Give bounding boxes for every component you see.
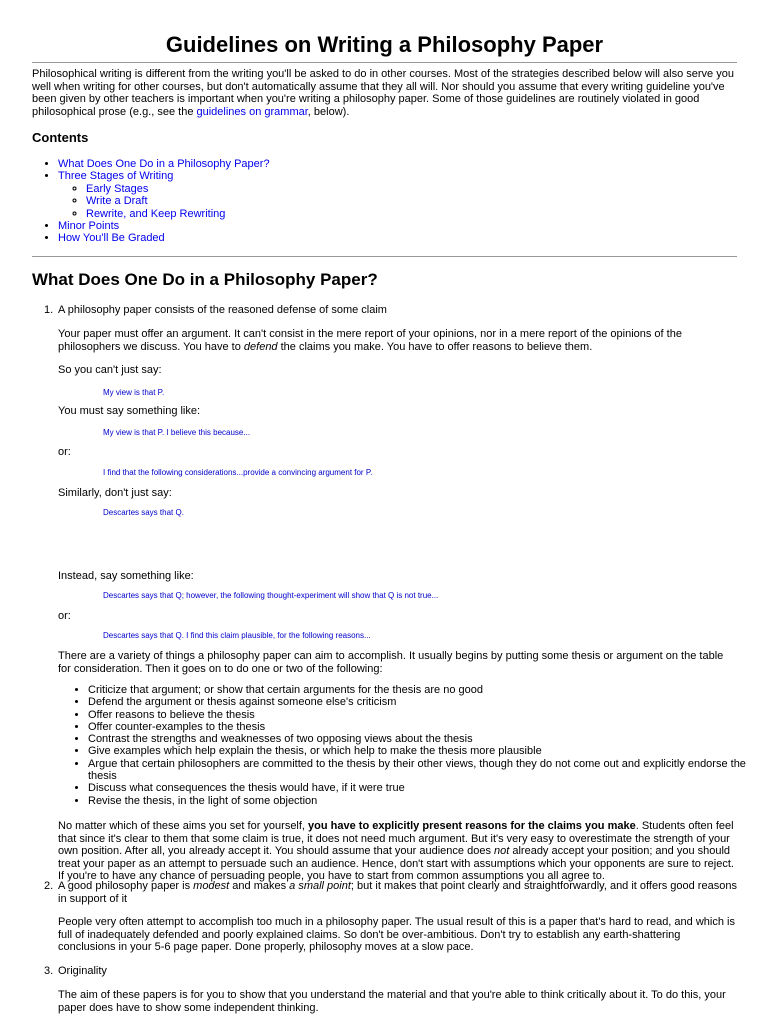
paragraph: Your paper must offer an argument. It can't consist in the mere report of your opinions, nor in a mere report of the opinions of the philosophers we discuss. You have to defend the claims you make. You have to offer reasons to believe them. (58, 328, 682, 353)
page-title: Guidelines on Writing a Philosophy Paper (165, 32, 604, 57)
item-number: 2. (44, 880, 54, 892)
list-item: • Contrast the strengths and weaknesses of two opposing views about the thesis (88, 733, 748, 745)
grammar-guidelines-link[interactable]: guidelines on grammar (196, 105, 308, 118)
toc-link-rewrite[interactable]: Rewrite, and Keep Rewriting (86, 207, 226, 220)
intro-paragraph: Philosophical writing is different from the writing you'll be asked to do in other courses. Most of the strategies described below will also serve you well when writing for other courses, but don't automatically assume that they all will. Nor should you assume that every writing guideline you've been given by other teachers is important when you're writing a philosophy paper. Some of those guidelines are routinely violated in good philosophical prose (e.g., see the guidelines on grammar, below). (32, 68, 734, 118)
aims-list (74, 684, 748, 807)
toc-link-early-stages[interactable]: Early Stages (86, 182, 149, 195)
item-number: 3. (44, 965, 54, 977)
paragraph: So you can't just say: (58, 364, 162, 376)
paragraph: No matter which of these aims you set for yourself, you have to explicitly present reasons for the claims you make. Students often feel that since it's clear to them that some claim is true, it does not need much argument. But it's very easy to overestimate the strength of your own position. After all, you already accept it. You should assume that your audience does not already accept your position; and you should treat your paper as an attempt to persuade such an audience. Hence, don't start with assumptions which your opponents are sure to reject. If you're to have any chance of persuading people, you have to start from common assumptions you all agree to. (58, 820, 734, 882)
item-title: A philosophy paper consists of the reasoned defense of some claim (58, 304, 387, 316)
paragraph: or: (58, 446, 71, 458)
paragraph: The aim of these papers is for you to show that you understand the material and that you're able to think critically about it. To do this, your paper does have to show some independent thinking. (58, 989, 726, 1014)
example-text: My view is that P. I believe this because... (103, 428, 251, 437)
list-item: • Criticize that argument; or show that certain arguments for the thesis are no good (88, 684, 748, 696)
paragraph: You must say something like: (58, 405, 201, 417)
list-item: • Give examples which help explain the thesis, or which help to make the thesis more plausible (88, 745, 748, 757)
example-text: My view is that P. (103, 388, 165, 397)
paragraph: Instead, say something like: (58, 570, 194, 582)
item-title: Originality (58, 965, 107, 977)
contents-heading: Contents (32, 130, 89, 145)
section-heading: What Does One Do in a Philosophy Paper? (32, 270, 378, 289)
list-item: • Argue that certain philosophers are committed to the thesis by their other views, though they do not come out and explicitly endorse the thesis (88, 758, 748, 783)
toc-link-minor-points[interactable]: Minor Points (58, 220, 120, 233)
example-text: I find that the following considerations...provide a convincing argument for P. (103, 468, 373, 477)
paragraph: or: (58, 610, 71, 622)
toc-link-write-a-draft[interactable]: Write a Draft (86, 195, 148, 208)
toc-link-what-does-one-do[interactable]: What Does One Do in a Philosophy Paper? (58, 158, 270, 170)
list-item: • Discuss what consequences the thesis would have, if it were true (88, 782, 748, 794)
list-item: • Defend the argument or thesis against someone else's criticism (88, 696, 748, 708)
table-of-contents (32, 158, 270, 245)
list-item: • Offer reasons to believe the thesis (88, 709, 748, 721)
list-item: • Revise the thesis, in the light of some objection (88, 795, 748, 807)
paragraph: There are a variety of things a philosophy paper can aim to accomplish. It usually begins by putting some thesis or argument on the table for consideration. Then it goes on to do one or two of the following: (58, 650, 724, 675)
divider (32, 62, 737, 63)
list-item: • Offer counter-examples to the thesis (88, 721, 748, 733)
item-title: A good philosophy paper is modest and makes a small point; but it makes that point clearly and straightforwardly, and it offers good reasons in support of it (58, 880, 737, 905)
toc-link-three-stages[interactable]: Three Stages of Writing (58, 170, 174, 183)
example-text: Descartes says that Q. (103, 508, 184, 517)
example-text: Descartes says that Q; however, the following thought-experiment will show that Q is not true... (103, 591, 439, 600)
item-number: 1. (44, 304, 54, 316)
paragraph: People very often attempt to accomplish too much in a philosophy paper. The usual result of this is a paper that's hard to read, and which is full of inadequately defended and poorly explained claims. So don't be over-ambitious. Don't try to establish any earth-shattering conclusions in your 5-6 page paper. Done properly, philosophy moves at a slow pace. (58, 916, 735, 953)
example-text: Descartes says that Q. I find this claim plausible, for the following reasons... (103, 631, 371, 640)
paragraph: Similarly, don't just say: (58, 487, 172, 499)
divider (32, 256, 737, 257)
toc-link-how-graded[interactable]: How You'll Be Graded (58, 232, 165, 245)
